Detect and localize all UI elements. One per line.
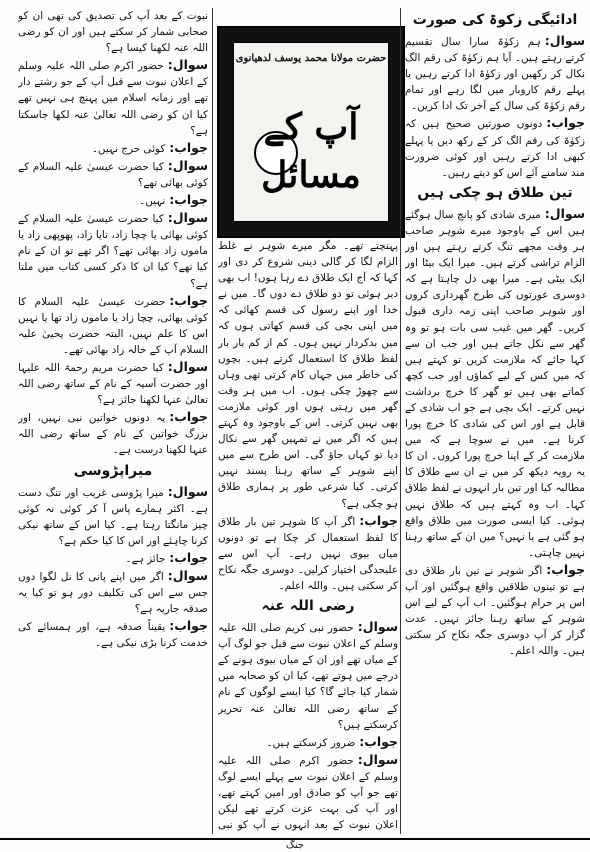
qa-text: حضرت عیسیٰ علیہ السلام کا کوئی بھائی، چچا زاد یا ماموں زاد تھا یا نہیں اس کا علم نہیں، البتہ حضرت یحییٰ علیہ السلام آپ کے خالہ زاد بھائی تھے۔ xyxy=(18,295,208,356)
section-heading: تین طلاق ہو چکی ہیں xyxy=(417,184,573,201)
qa-paragraph xyxy=(18,568,208,617)
qa-paragraph xyxy=(18,158,208,191)
qa-paragraph xyxy=(218,734,398,751)
qa-label: جواب: xyxy=(169,618,208,634)
banner-frame xyxy=(233,42,389,222)
qa-text: کیا حضرت مریم رحمۃ اللہ علیہا اور حضرت آسیہ کے نام کے ساتھ رضی اللہ تعالیٰ عنہا لکھنا جائز ہے؟ xyxy=(18,361,208,407)
qa-label: سوال: xyxy=(167,157,208,173)
qa-label: سوال: xyxy=(167,568,208,583)
qa-text: میری شادی کو پانچ سال ہوگئے ہیں اس کے باوجود میرے شوہر صاحب ہر وقت مجھے تنگ کرتے رہتے ہیں اور الزام تراشی کرتے ہیں۔ میرا ایک بیٹا اور ایک بیٹی ہے۔ میرا بھی دل چاہتا ہے کہ دوسری عورتوں کی طرح گھرداری کروں اور شوہر صاحب اپنی زمہ داری قبول کریں۔ گھر میں غیب سی بات ہو تو وہ گھر سے نکل جاتے ہیں اور جب ان سے کہا جائے کہ ملازمت کریں تو کہتے ہیں کہ میں کس کے لیے کماؤں اور جب کچھ کماتے بھی ہیں تو گھر کا خرچ برداشت نہیں کرتے۔ ایک بچی ہے جو اب شادی کے قابل ہے اور اس کی شادی کا خرچ پورا کرنا ہے۔ میں نے سوچا ہے کہ میں ملازمت کر کے اپنا خرچ پورا کروں۔ ان کا یہ رویہ دیکھ کر میں نے ان سے طلاق کا مطالبہ کیا اور تین بار انہوں نے لفظ طلاق کہا۔ اب وہ کہتے ہیں کہ طلاق نہیں ہوئی۔ کیا ایسی صورت میں طلاق واقع ہو گئی ہے یا نہیں؟ میں ان کے ساتھ رہنا نہیں چاہتی۔ xyxy=(405,208,585,559)
qa-paragraph xyxy=(18,140,208,157)
qa-paragraph xyxy=(18,57,208,138)
qa-label: جواب: xyxy=(169,139,208,155)
qa-paragraph xyxy=(18,484,208,549)
section-heading: رضی اللہ عنہ xyxy=(261,598,355,615)
qa-paragraph xyxy=(18,293,208,358)
qa-text: نہیں۔ xyxy=(139,195,166,208)
qa-text: یہ دونوں خواتین نبی نہیں، اور بزرگ خواتین کے نام کے ساتھ رضی اللہ عنہا لکھنا درست ہے۔ xyxy=(18,412,208,457)
qa-label: سوال: xyxy=(544,33,585,48)
qa-label: سوال: xyxy=(357,751,398,767)
qa-text: اگر میں اپنے پانی کا نل لگوا دوں جس سے اس کی تکلیف دور ہو تو کیا یہ صدقہ جاریہ ہے؟ xyxy=(18,571,208,616)
qa-text: دونوں صورتیں صحیح ہیں کہ زکوٰۃ کی رقم الگ کر کے رکھ دیں یا پہلے کبھی ادا کرتے رہیں اور کوئی ضرورت مند سامنے آئے اس کو دیتے رہیں۔ xyxy=(405,118,585,179)
middle-column xyxy=(218,238,398,834)
qa-label: جواب: xyxy=(359,733,398,749)
qa-label: سوال: xyxy=(167,210,208,226)
left-column xyxy=(18,8,208,834)
qa-text: یقیناً صدقہ ہے، اور ہمسائے کی خدمت کرنا بڑی نیکی ہے۔ xyxy=(18,621,208,650)
qa-paragraph xyxy=(405,33,585,114)
qa-label: سوال: xyxy=(167,57,208,73)
qa-text: پہنچتے تھے۔ مگر میرے شوہر نے غلط الزام لگا کر گالی دینی شروع کر دی اور کہا کہ آج ایک طلاق دے رہا ہوں! اب بھی دیر ہوئی تو دو طلاق دے دوں گا۔ میں نے خدا اور اپنے رسول کی قسم کھائی کہ میں اپنی بچی کی قسم کھاتی ہوں کہ میں بدکردار نہیں ہوں۔ کم از کم بار بار لفظ طلاق کا استعمال کرتے ہیں۔ بچوں کی خاطر میں جہاں کام کرتی تھی وہاں سے چھوڑ چکی ہوں۔ اب میں ہر وقت گھر میں رہتی ہوں اور کوئی ملازمت بھی نہیں کرتی۔ اس کے باوجود وہ کہتے ہیں کہ اگر میں نے تمہیں گھر سے نکال دیا تو کہاں جاؤ گی۔ اس طرح سے میں اپنے شوہر کے ساتھ رہنا پسند نہیں کرتی۔ کیا شرعی طور پر ہماری طلاق ہو چکی ہے؟ xyxy=(218,240,398,510)
qa-label: جواب: xyxy=(169,409,208,425)
column-banner xyxy=(217,26,405,238)
qa-paragraph xyxy=(405,206,585,561)
qa-paragraph xyxy=(18,618,208,651)
qa-paragraph xyxy=(18,359,208,408)
page-footer: جنگ xyxy=(0,838,590,852)
qa-label: سوال: xyxy=(167,358,208,374)
qa-paragraph xyxy=(218,513,398,594)
banner-credit: حضرت مولانا محمد یوسف لدھیانوی xyxy=(235,53,387,64)
qa-paragraph xyxy=(18,192,208,209)
qa-paragraph xyxy=(405,562,585,660)
qa-label: سوال: xyxy=(357,619,398,635)
column-divider xyxy=(212,8,213,834)
qa-text: کوئی حرج نہیں۔ xyxy=(91,142,166,155)
qa-label: سوال: xyxy=(544,205,585,221)
qa-label: جواب: xyxy=(169,292,208,308)
qa-text: ضرور کرسکتے ہیں۔ xyxy=(266,736,356,749)
qa-paragraph xyxy=(218,619,398,733)
body-paragraph xyxy=(218,238,398,512)
qa-paragraph xyxy=(18,409,208,458)
qa-text: میرا پڑوسی غریب اور تنگ دست ہے۔ اکثر ہمارے پاس آ کر کوئی نہ کوئی چیز مانگتا رہتا ہے۔ کیا اس کے ساتھ نیکی کرنا چاہئے اور اس کا کیا حکم ہے؟ xyxy=(18,486,208,547)
qa-text: حضور نبی کریم صلی اللہ علیہ وسلم کے اعلان نبوت سے قبل جو لوگ آپ کے میاں تھے اور ان کے میاں بیوی ہونے کے درجے میں ہوتے تھے، کیا ان کو صحابہ میں شمار کیا جائے گا؟ کیا ایسے لوگوں کے نام کے ساتھ رضی اللہ تعالیٰ عنہ تحریر کرسکتے ہیں؟ xyxy=(218,622,398,731)
qa-label: جواب: xyxy=(546,561,585,577)
qa-text: جائز ہے۔ xyxy=(125,552,166,565)
qa-paragraph xyxy=(405,115,585,180)
qa-label: سوال: xyxy=(167,483,208,499)
qa-paragraph xyxy=(18,210,208,291)
qa-text: اگر آپ کا شوہر تین بار طلاق کا لفظ استعمال کر چکا ہے تو دونوں میاں بیوی نہیں رہے۔ آپ اس سے علیحدگی اختیار کرلیں۔ دوسری جگہ نکاح کر سکتی ہیں۔ واللہ اعلم۔ xyxy=(218,515,398,592)
qa-text: کیا حضرت عیسیٰ علیہ السلام کے کوئی بھائی یا چچا زاد، تایا زاد، پھوپھی زاد یا ماموں زاد بھائی تھے؟ اگر تھے تو ان کے نام کیا تھے؟ کیا ان کا ذکر کسی کتاب میں ملتا ہے؟ xyxy=(18,213,208,290)
column-divider xyxy=(400,8,401,834)
section-heading: ادائیگی زکوۃ کی صورت xyxy=(412,12,578,28)
qa-paragraph xyxy=(218,752,398,834)
qa-label: جواب: xyxy=(546,115,585,131)
qa-text: اگر شوہر نے تین بار طلاق دی ہے تو تینوں طلاقیں واقع ہوگئیں اور آپ اس پر حرام ہوگئیں۔ اب آپ کے لیے اس شوہر کے ساتھ رہنا جائز نہیں۔ عدت گزار کر آپ دوسری جگہ نکاح کر سکتی ہیں۔ واللہ اعلم۔ xyxy=(405,564,585,658)
qa-text: نبوت کے بعد آپ کی تصدیق کی تھی ان کو صحابی شمار کر سکتے ہیں اور ان کو رضی اللہ عنہ لکھنا کیسا ہے؟ xyxy=(18,10,208,55)
qa-text: ہم زکوٰۃ سارا سال تقسیم کرتے رہتے ہیں۔ آیا ہم زکوٰۃ کی رقم الگ نکال کر رکھیں اور زکوٰۃ ادا کرتے رہیں یا پہلے رقم کاروبار میں لگا رہے اور تمام رقم زکوٰۃ کی سال کے آخر تک ادا کریں۔ xyxy=(405,36,585,113)
qa-label: جواب: xyxy=(359,512,398,528)
banner-title: آپ کے مسائل xyxy=(261,106,361,196)
qa-label: جواب: xyxy=(169,549,208,565)
qa-text: کیا حضرت عیسیٰ علیہ السلام کے کوئی بھائی تھے؟ xyxy=(18,160,208,189)
qa-text: حضور اکرم صلی اللہ علیہ وسلم کے اعلان نبوت سے قبل آپ کے جو رشتے دار تھے اور زمانہ اسلام میں پہنچ ہی نہیں تھے کیا ان کو رضی اللہ تعالیٰ عنہ لکھا جاسکتا ہے؟ xyxy=(18,60,208,137)
qa-paragraph xyxy=(18,550,208,567)
right-column xyxy=(405,8,585,834)
body-paragraph xyxy=(18,8,208,56)
side-caption xyxy=(2,770,16,840)
qa-text: حضور اکرم صلی اللہ علیہ وسلم کے اعلان نبوت سے پہلے ایسے لوگ تھے جو آپ کو صادق اور امین کہتے تھے، اور آپ کی بہت عزت کرتے تھے لیکن اعلان نبوت کے بعد انہوں نے آپ کو نبی xyxy=(218,754,398,832)
section-heading: میراپڑوسی xyxy=(73,462,153,479)
qa-label: جواب: xyxy=(169,192,208,208)
